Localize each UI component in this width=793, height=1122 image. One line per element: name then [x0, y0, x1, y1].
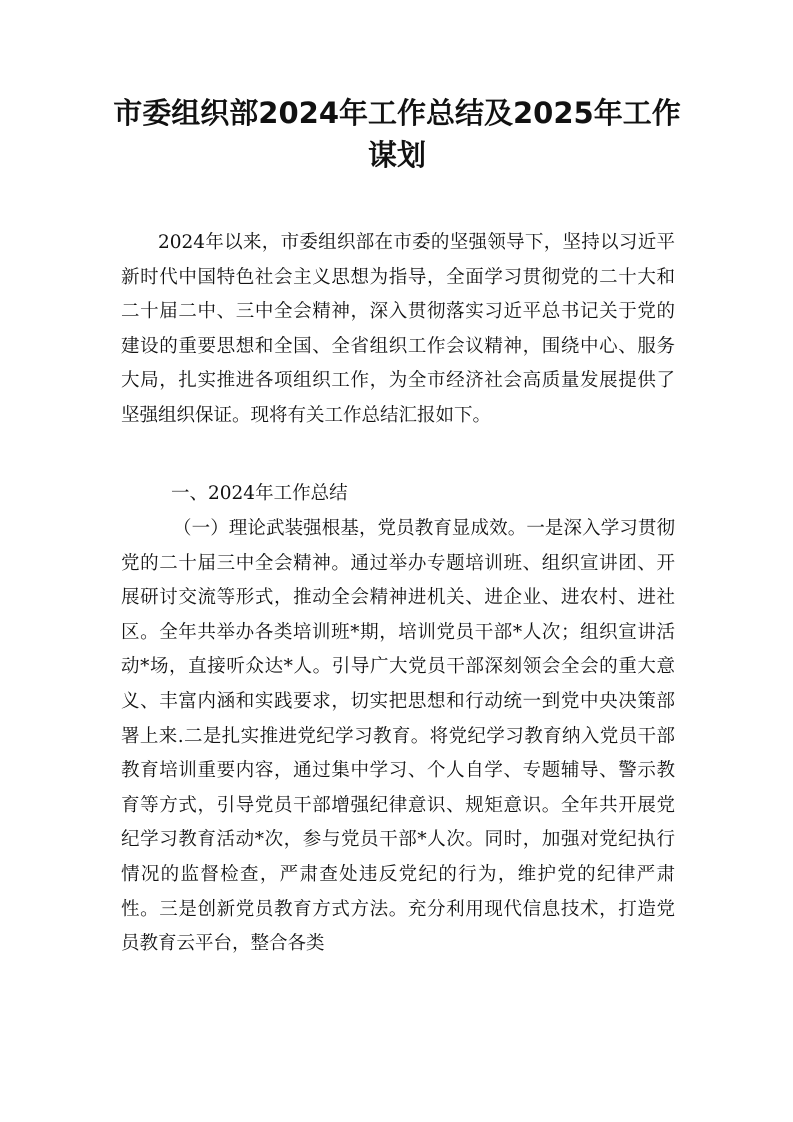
title-line-2: 谋划: [367, 138, 426, 172]
section-paragraph: （一）理论武装强根基，党员教育显成效。一是深入学习贯彻党的二十届三中全会精神。通过举办专题培训班、组织宣讲团、开展研讨交流等形式，推动全会精神进机关、进企业、进农村、进社区。全年共举办各类培训班*期，培训党员干部*人次；组织宣讲活动*场，直接听众达*人。引导广大党员干部深刻领会全会的重大意义、丰富内涵和实践要求，切实把思想和行动统一到党中央决策部署上来.二是扎实推进党纪学习教育。将党纪学习教育纳入党员干部教育培训重要内容，通过集中学习、个人自学、专题辅导、警示教育等方式，引导党员干部增强纪律意识、规矩意识。全年共开展党纪学习教育活动*次，参与党员干部*人次。同时，加强对党纪执行情况的监督检查，严肃查处违反党纪的行为，维护党的纪律严肃性。三是创新党员教育方式方法。充分利用现代信息技术，打造党员教育云平台，整合各类: [121, 518, 675, 955]
document-title: [110, 92, 684, 176]
intro-paragraph: 2024年以来，市委组织部在市委的坚强领导下，坚持以习近平新时代中国特色社会主义思想为指导，全面学习贯彻党的二十大和二十届二中、三中全会精神，深入贯彻落实习近平总书记关于党的建设的重要思想和全国、全省组织工作会议精神，围绕中心、服务大局，扎实推进各项组织工作，为全市经济社会高质量发展提供了坚强组织保证。现将有关工作总结汇报如下。: [121, 232, 675, 426]
title-line-1: 市委组织部2024年工作总结及2025年工作: [113, 96, 681, 130]
section-heading: 一、2024年工作总结: [171, 483, 348, 504]
